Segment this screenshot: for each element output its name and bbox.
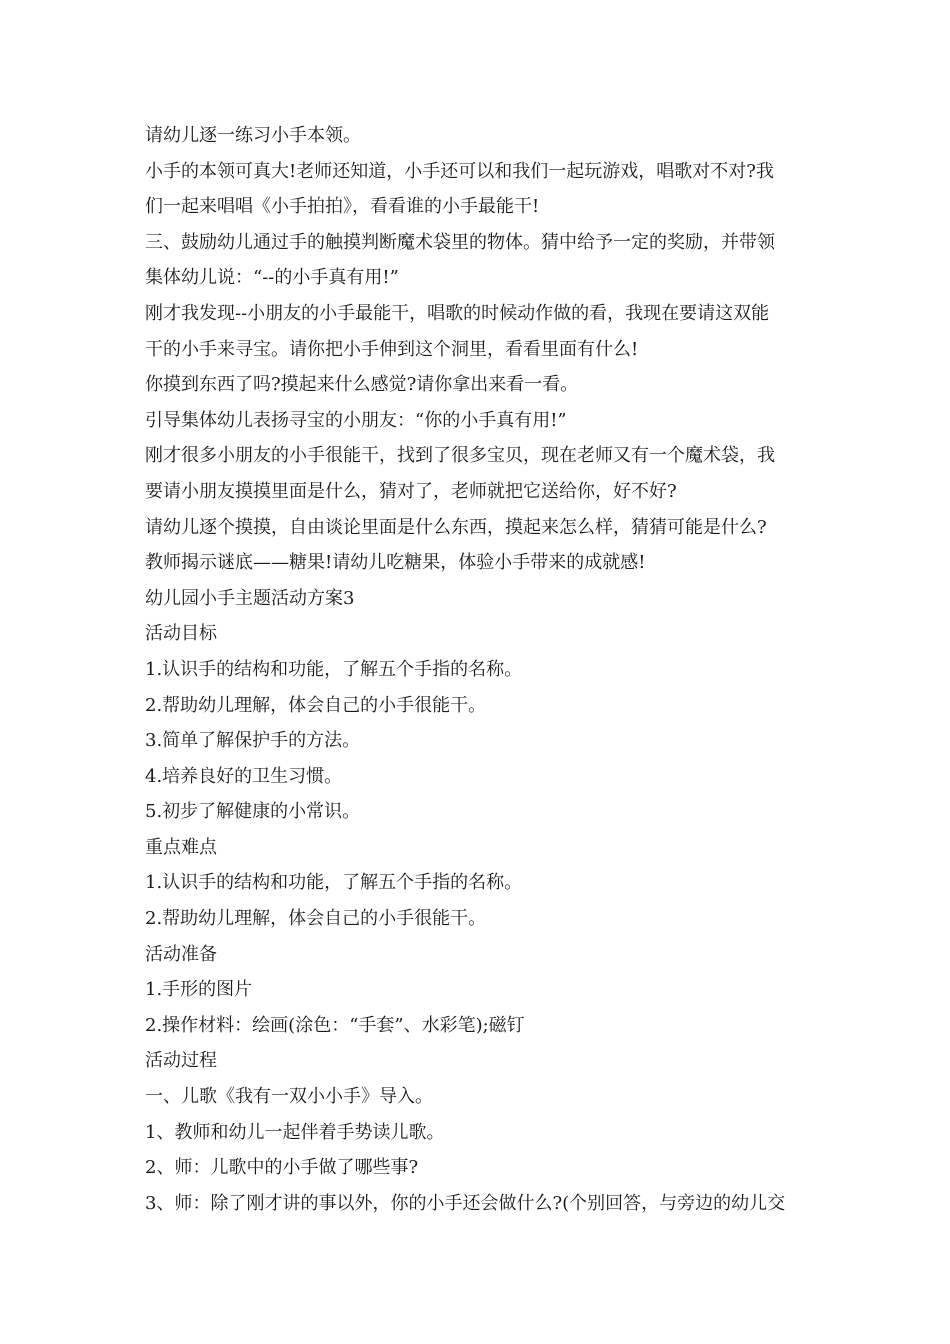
list-item: 2.帮助幼儿理解，体会自己的小手很能干。 xyxy=(145,908,487,930)
list-item: 2.帮助幼儿理解，体会自己的小手很能干。 xyxy=(145,694,487,716)
text-line: 一、儿歌《我有一双小小手》导入。 xyxy=(145,1086,433,1108)
section-title: 幼儿园小手主题活动方案3 xyxy=(145,587,355,609)
text-line: 们一起来唱唱《小手拍拍》，看看谁的小手最能干! xyxy=(145,196,540,218)
list-item: 1.认识手的结构和功能，了解五个手指的名称。 xyxy=(145,658,523,680)
text-line: 小手的本领可真大!老师还知道，小手还可以和我们一起玩游戏，唱歌对不对?我 xyxy=(145,160,774,182)
section-heading: 活动目标 xyxy=(145,623,217,645)
text-line: 要请小朋友摸摸里面是什么，猜对了，老师就把它送给你，好不好? xyxy=(145,480,677,502)
list-item: 1.认识手的结构和功能，了解五个手指的名称。 xyxy=(145,872,523,894)
list-item: 2、师：儿歌中的小手做了哪些事? xyxy=(145,1157,419,1179)
text-line: 请幼儿逐一练习小手本领。 xyxy=(145,125,361,146)
text-line: 干的小手来寻宝。请你把小手伸到这个洞里，看看里面有什么! xyxy=(145,338,639,360)
list-item: 5.初步了解健康的小常识。 xyxy=(145,801,361,823)
list-item: 3、师：除了刚才讲的事以外，你的小手还会做什么?(个别回答，与旁边的幼儿交 xyxy=(145,1192,786,1214)
list-item: 1、教师和幼儿一起伴着手势读儿歌。 xyxy=(145,1121,445,1143)
text-line: 三、鼓励幼儿通过手的触摸判断魔术袋里的物体。猜中给予一定的奖励，并带领 xyxy=(145,231,775,253)
text-line: 你摸到东西了吗?摸起来什么感觉?请你拿出来看一看。 xyxy=(145,374,579,396)
text-line: 集体幼儿说：“--的小手真有用!” xyxy=(145,267,399,289)
section-heading: 活动准备 xyxy=(145,943,217,965)
list-item: 3.简单了解保护手的方法。 xyxy=(145,730,361,752)
text-line: 刚才我发现--小朋友的小手最能干，唱歌的时候动作做的看，我现在要请这双能 xyxy=(145,302,770,324)
section-heading: 活动过程 xyxy=(145,1050,217,1072)
list-item: 2.操作材料：绘画(涂色：“手套”、水彩笔);磁钉 xyxy=(145,1014,525,1036)
list-item: 1.手形的图片 xyxy=(145,979,253,1001)
list-item: 4.培养良好的卫生习惯。 xyxy=(145,765,343,787)
text-line: 刚才很多小朋友的小手很能干，找到了很多宝贝，现在老师又有一个魔术袋，我 xyxy=(145,445,775,467)
text-line: 教师揭示谜底——糖果!请幼儿吃糖果，体验小手带来的成就感! xyxy=(145,552,646,574)
document-body xyxy=(145,118,813,1221)
section-heading: 重点难点 xyxy=(145,836,217,858)
text-line: 引导集体幼儿表扬寻宝的小朋友：“你的小手真有用!” xyxy=(145,409,567,431)
text-line: 请幼儿逐个摸摸，自由谈论里面是什么东西，摸起来怎么样，猜猜可能是什么? xyxy=(145,516,767,538)
